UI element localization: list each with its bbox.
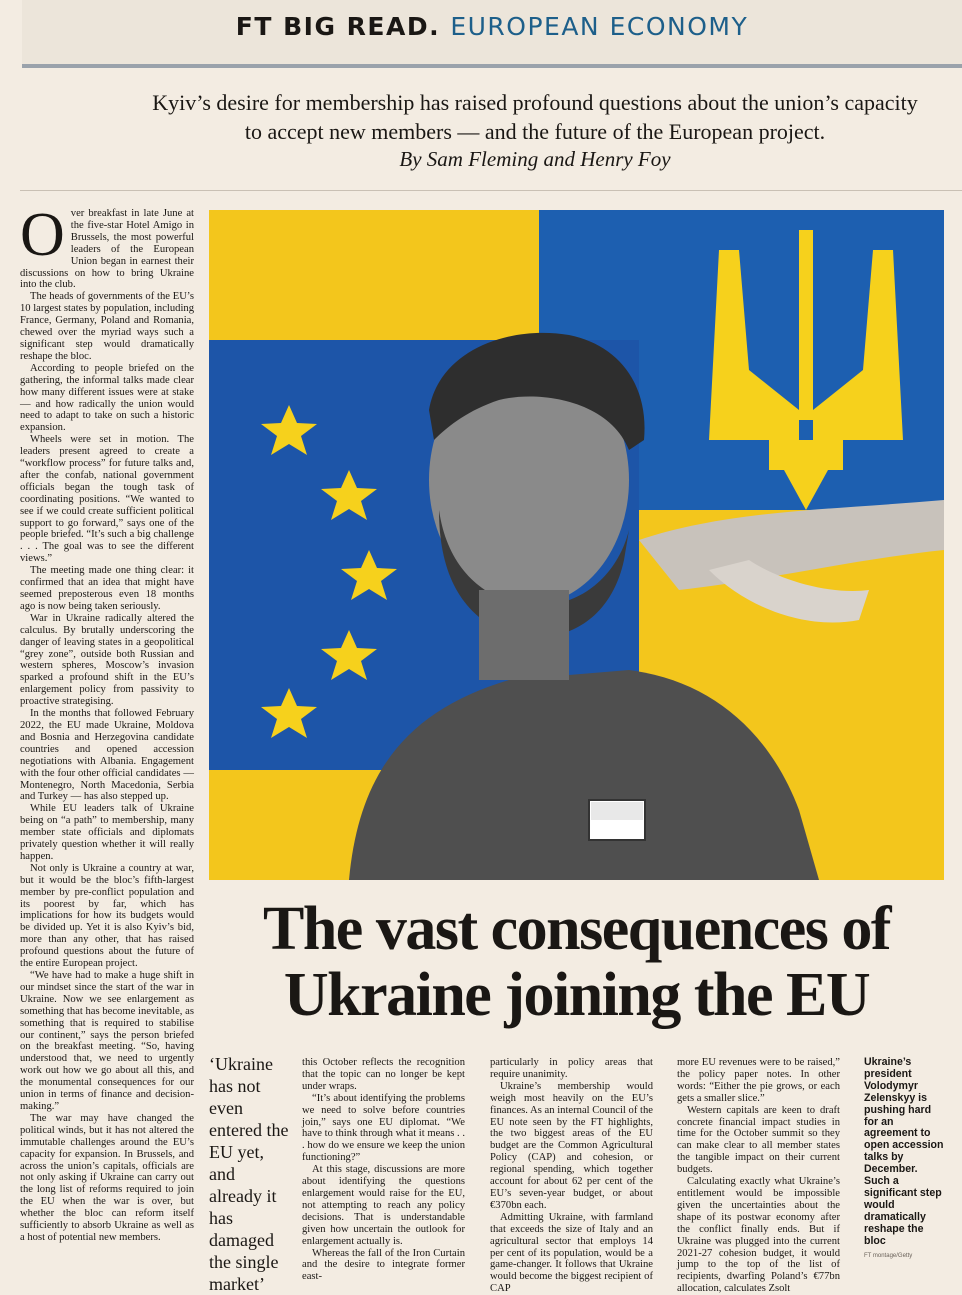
paragraph: more EU revenues were to be raised,” the policy paper notes. In other words: “Either the pie grows, or each gets a smaller slice.” <box>677 1057 840 1104</box>
paragraph: Western capitals are keen to draft concrete financial impact studies in time for the October summit so they can make clear to all member states the tangible impact on their current budgets. <box>677 1104 840 1176</box>
paragraph: ver breakfast in late June at the five-star Hotel Amigo in Brussels, the most powerful leaders of the European Union began in earnest their discussions on how to bring Ukraine into the club. <box>20 208 194 291</box>
paragraph: Whereas the fall of the Iron Curtain and the desire to integrate former east- <box>302 1247 465 1283</box>
paragraph: Ukraine’s membership would weigh most heavily on the EU’s finances. As an internal Council of the EU note seen by the FT highlights, the two biggest areas of the EU budget are the Common Agricultural Policy (CAP) and cohesion, or regional spending, which together account for about 62 per cent of the EU’s seven-year budget, or about €370bn each. <box>490 1080 653 1211</box>
section-banner <box>22 0 962 68</box>
article-column-4 <box>677 1057 840 1295</box>
banner-title <box>22 12 962 41</box>
paragraph: In the months that followed February 2022, the EU made Ukraine, Moldova and Bosnia and Herzegovina candidate countries and opened accession negotiations with Albania. Engagement with the four other official candidates — Montenegro, North Macedonia, Serbia and Turkey — has also stepped up. <box>20 708 194 803</box>
banner-section: EUROPEAN ECONOMY <box>450 12 749 41</box>
paragraph: According to people briefed on the gathering, the informal talks made clear how many different issues were at stake — and how radically the union would need to adapt to take on such a historic expansion. <box>20 362 194 434</box>
headline <box>209 896 944 1028</box>
article-column-2 <box>302 1057 465 1283</box>
paragraph: “It’s about identifying the problems we need to solve before countries join,” says one EU diplomat. “We have to think through what it means . . . how do we ensure we keep the union functioning?” <box>302 1092 465 1164</box>
standfirst <box>150 88 920 146</box>
paragraph: Not only is Ukraine a country at war, but it would be the bloc’s fifth-largest member by pre-conflict population and its poorest by far, which has implications for how its budgets would be divided up. Yet it is also Kyiv’s bid, more than any other, that has raised profound questions about the future of the entire European project. <box>20 862 194 970</box>
montage-illustration <box>209 210 944 880</box>
photo-credit: FT montage/Getty <box>864 1252 913 1259</box>
standfirst-line-1: Kyiv’s desire for membership has raised profound questions about the union’s capacity <box>152 90 918 115</box>
banner-prefix: FT BIG READ. <box>235 12 441 41</box>
drop-cap: O <box>20 201 65 269</box>
paragraph: Admitting Ukraine, with farmland that exceeds the size of Italy and an agricultural sector that employs 14 per cent of its population, would be a game-changer. It follows that Ukraine would become the biggest recipient of CAP <box>490 1211 653 1295</box>
headline-line-2: Ukraine joining the EU <box>283 961 870 1029</box>
pull-quote: ‘Ukraine has not even entered the EU yet, and already it has damaged the single market’ <box>209 1054 289 1294</box>
paragraph: The war may have changed the political winds, but it has not altered the immutable challenges around the EU’s capacity for expansion. In Brussels, and across the union’s capitals, officials are not only asking if Ukraine can carry out the long list of reforms required to join the EU when the war is over, but whether the bloc can reform itself sufficiently to absorb Ukraine as well as a host of potential new members. <box>20 1112 194 1243</box>
photo-caption <box>864 1057 946 1262</box>
paragraph: Calculating exactly what Ukraine’s entitlement would be impossible given the uncertainties about the shape of its postwar economy after the conflict finally ends. But if Ukraine was plugged into the current 2021-27 cohesion budget, it would jump to the top of the list of recipients, dwarfing Poland’s €77bn allocation, calculates Zsolt <box>677 1176 840 1295</box>
standfirst-line-2: to accept new members — and the future of the European project. <box>244 119 826 144</box>
article-column-1 <box>20 201 194 1280</box>
divider <box>20 190 962 191</box>
photo-montage <box>209 210 944 880</box>
paragraph: At this stage, discussions are more about identifying the questions enlargement would raise for the EU, not attempting to reach any policy decisions. That is understandable given how uncertain the outlook for enlargement actually is. <box>302 1164 465 1247</box>
paragraph: While EU leaders talk of Ukraine being on “a path” to membership, many member state officials and diplomats privately question whether it will really happen. <box>20 803 194 862</box>
byline: By Sam Fleming and Henry Foy <box>399 147 671 171</box>
article-column-3 <box>490 1057 653 1295</box>
caption-text: Ukraine’s president Volodymyr Zelenskyy is pushing hard for an agreement to open accession talks by December. Such a significant step would dramatically reshape the bloc <box>864 1056 944 1247</box>
paragraph: The meeting made one thing clear: it confirmed that an idea that might have seemed preposterous even 18 months ago is now being taken seriously. <box>20 565 194 612</box>
paragraph: War in Ukraine radically altered the calculus. By brutally underscoring the danger of leaving states in a geopolitical “grey zone”, outside both Russian and western spheres, Moscow’s invasion sparked a profound shift in the EU’s enlargement policy from passivity to proactive strategising. <box>20 612 194 708</box>
paragraph: The heads of governments of the EU’s 10 largest states by population, including France, Germany, Poland and Romania, chewed over the myriad ways such a significant step would dramatically reshape the bloc. <box>20 291 194 362</box>
paragraph: Wheels were set in motion. The leaders present agreed to create a “workflow process” for future talks and, after the confab, national government officials began the tough task of coordinating positions. “We wanted to see if we could create sufficient political support to go forward,” says one of the people briefed. “It’s such a big challenge . . . The goal was to see the different views.” <box>20 434 194 565</box>
headline-line-1: The vast consequences of <box>262 895 891 963</box>
paragraph: this October reflects the recognition that the topic can no longer be kept under wraps. <box>302 1057 465 1092</box>
paragraph: particularly in policy areas that require unanimity. <box>490 1057 653 1080</box>
paragraph: “We have had to make a huge shift in our mindset since the start of the war in Ukraine. Now we see enlargement as something that has become inevitable, as something that is required to stabilise our continent,” says the person briefed on the breakfast meeting. “So, having understood that, we need to urgently work out how we go about all this, and the monumental consequences for our union in terms of finance and decision-making.” <box>20 970 194 1112</box>
